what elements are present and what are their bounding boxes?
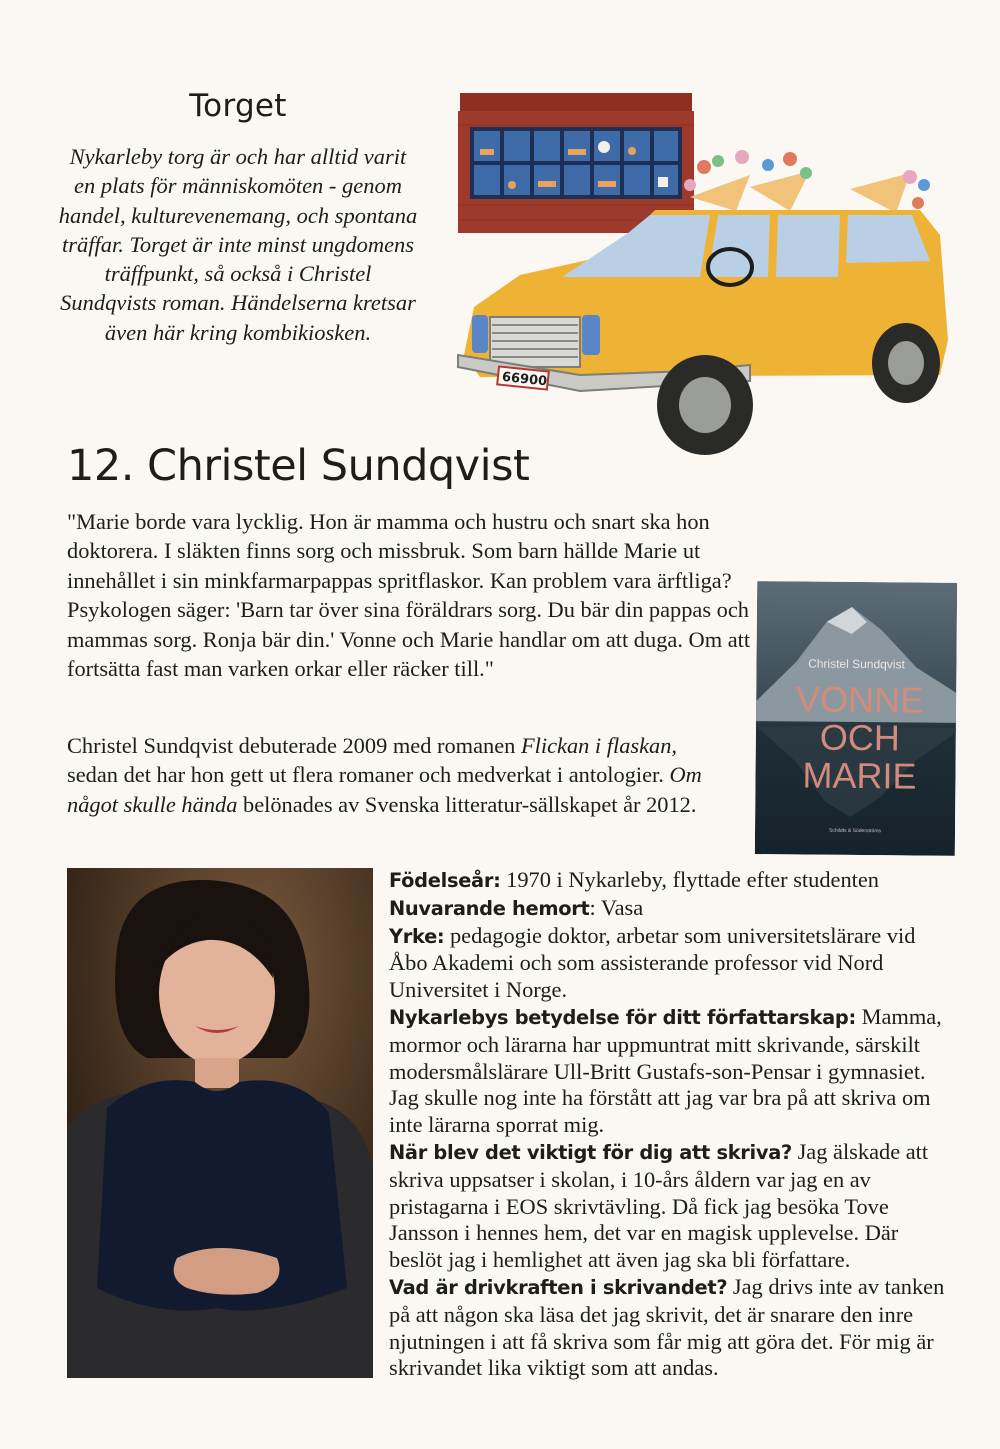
fact-label: Yrke: [389,924,445,948]
grille [490,317,580,367]
license-plate [497,366,549,389]
fact-text: pedagogie doktor, arbetar som universitetslärare vid Åbo Akademi och som assisterande professor vid Nord Universitet i Norge. [389,922,916,1003]
fact-label: Födelseår: [389,869,501,892]
fact-occupation [389,923,949,1004]
book-title-flickan: Flickan i flaskan, [520,733,678,758]
cones-on-roof [684,150,930,213]
license-plate-text: 66900 [501,369,548,390]
fact-text: Mamma, mormor och lärarna har uppmuntrat mitt skrivande, särskilt modersmålslärare Ull-Britt Gustafs-son-Pensar i gymnasiet. Jag skulle nog inte ha förstått att jag var bra på att skriva om inte lärarna sporrat mig. [389,1003,942,1138]
book-cover [755,581,957,856]
bio-text: Christel Sundqvist debuterade 2009 med romanen [67,733,521,758]
page-heading: 12. Christel Sundqvist [67,441,530,491]
fact-when-writing-important [389,1139,949,1274]
fact-nykarleby-significance [389,1004,949,1139]
fact-hometown [389,895,949,923]
fact-text: 1970 i Nykarleby, flyttade efter studenten [500,867,880,892]
fact-birth-year [389,867,949,895]
fact-text: Jag drivs inte av tanken på att någon ska läsa det jag skrivit, det är snarare den inre njutningen i att få skriva som får mig att göra det. För mig är skrivandet lika viktigt som att andas. [389,1273,945,1381]
fact-label: Vad är drivkraften i skrivandet? [389,1275,728,1299]
book-title-line1: VONNE [795,678,925,721]
book-author: Christel Sundqvist [808,656,905,672]
fact-label: Nuvarande hemort [389,896,590,920]
torget-title: Torget [189,88,287,124]
fact-text: Jag älskade att skriva uppsatser i skolan, i 10-års åldern var jag en av pristagarna i EOS skrivtävling. Då fick jag besöka Tove Jansson i hennes hem, det var en magisk upplevelse. Där beslöt jag i hemlighet att även jag ska bli författare. [389,1138,929,1273]
author-photo [67,868,373,1378]
author-bio [67,731,717,819]
fact-text: : Vasa [589,894,644,920]
fact-driving-force [389,1274,949,1382]
kiosk-car-illustration [450,85,970,460]
author-facts [389,867,949,1382]
book-title-line2: OCH [819,716,901,759]
torget-text: Nykarleby torg är och har alltid varit en plats för människomöten - genom handel, kulturevenemang, och spontana träffar. Torget är inte minst ungdomens träffpunkt, så också i Christel Sundqvists roman. Händelserna kretsar även här kring kombikiosken. [58,144,418,345]
station-wagon-illustration [458,210,948,455]
fact-label: Nykarlebys betydelse för ditt författarskap: [389,1005,856,1029]
book-title-line3: MARIE [802,754,917,797]
book-publisher: Schildts & Söderströms [829,827,882,835]
fact-label: När blev det viktigt för dig att skriva? [389,1140,792,1164]
bio-text: belönades av Svenska litteratur-sällskapet år 2012. [237,791,697,817]
book-quote: "Marie borde vara lycklig. Hon är mamma och hustru och snart ska hon doktorera. I släkten finns sorg och missbruk. Som barn hällde Marie ut innehållet i sin minkfarmarpappas spritflaskor. Kan problem vara ärftliga? Psykologen säger: 'Barn tar över sina föräldrars sorg. Du bär din pappas och mammas sorg. Ronja bär din.' Vonne och Marie handlar om att duga. Om att fortsätta fast man varken orkar eller räcker till." [67,509,751,682]
book-title-om-nagot: Om något skulle hända [67,762,702,817]
bio-text: sedan det har hon gett ut flera romaner och medverkat i antologier. [67,762,670,788]
